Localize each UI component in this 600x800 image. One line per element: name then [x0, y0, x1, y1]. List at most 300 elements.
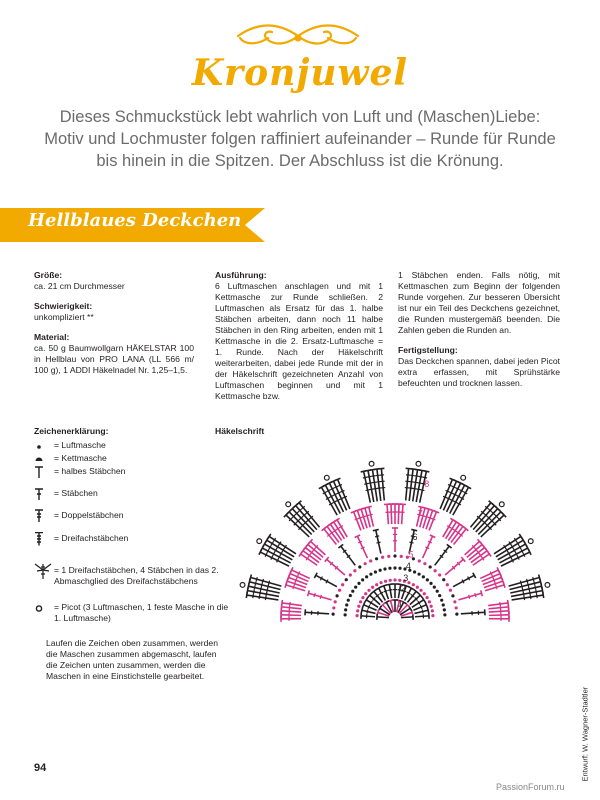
chain-dot [422, 575, 425, 578]
instructions-label: Ausführung: [215, 270, 267, 280]
round-7-fan-bar [358, 517, 362, 518]
chain-dot [455, 606, 458, 609]
chain-dot [351, 590, 354, 593]
chain-dot [381, 556, 384, 559]
round-6-stitch-bar [375, 536, 379, 537]
round-6-stitch-bar [314, 593, 315, 597]
round-7-fan [482, 574, 500, 582]
intro-text [40, 106, 560, 172]
round-7-fan [483, 577, 502, 584]
chain-dot [357, 582, 360, 585]
chain-dot [429, 565, 432, 568]
chain-dot [364, 592, 367, 595]
instructions-column [215, 270, 383, 411]
round-8-crown [406, 469, 409, 501]
cluster-icon [34, 562, 52, 580]
round-6-stitch [435, 546, 449, 565]
round-8-crown-bar [277, 559, 279, 563]
chain-dot [438, 594, 441, 597]
round-8-crown [476, 509, 498, 532]
round-8-crown-top [450, 478, 456, 480]
round-8-crown-bar [373, 488, 377, 489]
specs-column [34, 270, 194, 385]
round-8-crown-bar [423, 477, 427, 478]
round-label: 6 [412, 531, 418, 542]
round-7-fan [489, 611, 509, 612]
chain-dot [379, 569, 382, 572]
round-8-crown-bar [253, 590, 254, 594]
section-title: Hellblaues Deckchen [28, 210, 242, 231]
round-8-crown-bar [377, 488, 381, 489]
round-7-fan-bar [298, 571, 300, 575]
difficulty-label: Schwierigkeit: [34, 301, 93, 311]
round-7-fan [391, 504, 392, 524]
chain-dot [343, 613, 346, 616]
round-8-crown-bar [336, 499, 340, 501]
designer-credit [574, 652, 590, 782]
round-8-crown-bar [529, 587, 530, 591]
round-8-crown-bar [409, 482, 413, 483]
chain-dot [353, 569, 356, 572]
round-6-stitch-bar [469, 595, 470, 599]
chain-dot [361, 578, 364, 581]
round-8-crown-bar [443, 496, 447, 498]
picot [499, 502, 504, 507]
chain-dot [398, 567, 401, 570]
chain-dot [453, 600, 456, 603]
finishing-column [398, 270, 560, 398]
round-8-crown-bar [409, 488, 413, 489]
round-8-crown-bar [268, 581, 269, 585]
round-8-crown-bar [363, 477, 367, 478]
chain-dot [412, 583, 415, 586]
round-8-crown-bar [534, 581, 535, 585]
picot [257, 539, 262, 544]
instructions-continued: 1 Stäbchen enden. Falls nötig, mit Kettmaschen zum Beginn der folgenden Runde vorgehen. Zur besseren Übersicht ist nur ein Teil des Deckchens gezeichnet, die Runden mustergemäß beenden. Die Zahlen geben die Runden an. [398, 270, 560, 335]
legend-label: = 1 Dreifachstäbchen, 4 Stäbchen in das 2. Abmaschglied des Dreifachstäbchens [54, 565, 219, 586]
round-8-crown [292, 509, 314, 532]
round-6-stitch-bar [428, 541, 432, 543]
treble-icon [34, 509, 50, 523]
picot [240, 583, 245, 588]
round-8-crown-bar [265, 553, 267, 557]
chain-dot [334, 600, 337, 603]
round-6-stitch [453, 575, 474, 586]
round-7-fan-bar [490, 571, 492, 575]
round-8-crown [473, 506, 494, 530]
round-6-stitch-top [430, 535, 435, 538]
round-8-crown-top [246, 592, 247, 598]
round-7-fan [480, 570, 498, 578]
round-6-stitch-bar [475, 593, 476, 597]
chain-dot [332, 613, 335, 616]
round-2-stitch-bar [368, 605, 370, 609]
chain-dot [442, 578, 445, 581]
chain-dot [431, 614, 434, 617]
chain-dot [356, 609, 359, 612]
round-6-stitch [445, 559, 463, 575]
round-8-crown-bar [376, 482, 380, 483]
round-8-crown-bar [372, 482, 376, 483]
finishing-label: Fertigstellung: [398, 345, 458, 355]
round-8-crown-bar [256, 577, 257, 581]
round-8-crown-bar [364, 483, 368, 484]
round-2-stitch [414, 610, 428, 613]
chain-dot [388, 567, 391, 570]
chain-dot [443, 613, 446, 616]
round-7-fan [489, 615, 509, 616]
round-8-crown-bar [535, 586, 536, 590]
picot [461, 475, 466, 480]
round-2-stitch-top [362, 602, 364, 608]
round-8-crown [299, 503, 319, 528]
page-title: Kronjuwel [191, 52, 409, 94]
round-6-stitch-bar [358, 541, 362, 543]
round-8-crown [381, 469, 384, 501]
round-2-stitch-top [361, 607, 362, 613]
chain-dot [344, 608, 347, 611]
chain-dot [369, 573, 372, 576]
picot [286, 502, 291, 507]
half-double-icon [34, 465, 50, 479]
round-7-fan [402, 504, 403, 524]
round-8-crown-bar [449, 492, 453, 494]
round-2-stitch-top [425, 602, 427, 608]
round-label: 7 [417, 508, 423, 519]
round-8-crown [478, 512, 501, 535]
round-8-crown-bar [333, 494, 337, 496]
round-7-fan-bar [493, 578, 494, 582]
round-8-crown-bar [367, 476, 371, 477]
round-7-fan [281, 611, 301, 612]
round-label: 2 [400, 583, 406, 594]
finishing-text: Das Deckchen spannen, dabei jeden Picot extra erfassen, mit Sprühstärke befeuchten und trocknen lassen. [398, 356, 560, 388]
chain-dot [379, 581, 382, 584]
round-8-crown-bar [267, 588, 268, 592]
chain-dot [429, 582, 432, 585]
round-8-crown-bar [334, 486, 338, 488]
round-8-crown-bar [536, 590, 537, 594]
chain-dot [393, 578, 396, 581]
round-7-fan-bar [362, 516, 366, 517]
crochet-chart [205, 418, 560, 640]
round-8-crown-bar [255, 581, 256, 585]
round-8-crown [286, 515, 309, 537]
round-6-stitch [327, 559, 345, 575]
instructions-text: 6 Luftmaschen anschlagen und mit 1 Kettmasche zur Runde schließen. 2 Luftmaschen als Ersatz für das 1. halbe Stäbchen arbeiten, dann noch 11 halbe Stäbchen in den Ring arbeiten, enden mit 1 Kettmasche in die 2. Ersatz-Luftmasche = 1. Runde. Nach der Häkelschrift weiterarbeiten, dabei jede Runde mit der in der Häkelschrift gezeichneten Anzahl von Luftmaschen beginnen und mit 1 Kettmasche bzw. [215, 281, 383, 401]
round-6-stitch-top [355, 535, 360, 538]
round-2-stitch-bar [420, 605, 422, 609]
round-8-crown-bar [446, 490, 450, 492]
intro-line: Motiv und Lochmuster folgen raffiniert aufeinander – Runde für Runde [44, 130, 556, 148]
chain-dot [358, 565, 361, 568]
intro-line: Dieses Schmuckstück lebt wahrlich von Luft und (Maschen)Liebe: [59, 108, 541, 126]
chain-dot [369, 559, 372, 562]
round-8-crown-bar [517, 556, 519, 560]
slip-stitch-icon [34, 452, 50, 466]
round-8-crown-bar [528, 583, 529, 587]
page-number: 94 [34, 762, 47, 774]
chain-dot [359, 600, 362, 603]
chain-dot [347, 599, 350, 602]
round-8-crown-top [406, 468, 412, 469]
round-7-fan-bar [290, 602, 291, 606]
round-label: 4 [405, 561, 411, 572]
chain-dot [449, 589, 452, 592]
round-8-crown-bar [530, 591, 531, 595]
chain-dot [349, 594, 352, 597]
round-6-stitch [308, 593, 331, 600]
round-6-stitch [305, 612, 329, 614]
picot [528, 539, 533, 544]
round-7-fan-bar [297, 575, 299, 579]
chain-dot [357, 605, 360, 608]
round-2-stitch-top [427, 607, 428, 613]
round-8-crown-bar [261, 583, 262, 587]
round-8-crown-bar [520, 581, 521, 585]
chain-dot [338, 589, 341, 592]
round-2-stitch-bar [367, 609, 368, 613]
double-crochet-icon [34, 487, 50, 501]
round-8-crown-bar [537, 594, 538, 598]
round-8-crown-bar [271, 556, 273, 560]
legend-label: = Picot (3 Luftmaschen, 1 feste Masche in die 1. Luftmasche) [54, 602, 229, 623]
round-8-crown-bar [418, 483, 422, 484]
round-7-fan-bar [369, 514, 373, 515]
chain-dot [364, 562, 367, 565]
picot [369, 461, 374, 466]
round-7-fan [354, 512, 361, 531]
round-7-fan [288, 577, 307, 584]
round-2-stitch-bar [388, 590, 392, 591]
chain-dot [425, 596, 428, 599]
round-8-crown-bar [337, 492, 341, 494]
round-8-crown-bar [366, 490, 370, 491]
round-label: 3 [403, 572, 409, 583]
chain-dot [417, 573, 420, 576]
round-8-crown-bar [265, 596, 266, 600]
round-8-crown-bar [447, 498, 451, 500]
legend-label: = Stäbchen [54, 488, 98, 498]
chain-dot [389, 579, 392, 582]
chain-dot [426, 578, 429, 581]
chain-dot [430, 605, 433, 608]
round-8-crown-bar [523, 553, 525, 557]
round-8-crown-bar [530, 595, 531, 599]
intro-line: bis hinein in die Spitzen. Der Abschluss ist die Krönung. [96, 152, 504, 170]
round-6-stitch [458, 593, 481, 600]
round-7-fan-bar [293, 585, 294, 589]
round-8-crown [377, 469, 381, 501]
round-8-crown-bar [523, 592, 524, 596]
round-label: 1 [397, 598, 403, 609]
round-8-crown-top [539, 575, 541, 581]
round-1-stitch [377, 617, 389, 618]
round-6-stitch [341, 546, 355, 565]
legend-title: Zeichenerklärung: [34, 426, 109, 436]
chain-dot [423, 592, 426, 595]
chart-title: Häkelschrift [215, 426, 265, 436]
chain-dot [371, 586, 374, 589]
round-8-crown-bar [410, 475, 414, 476]
round-7-fan-bar [294, 582, 295, 586]
chain-dot [423, 562, 426, 565]
ornament-flourish-icon [228, 14, 368, 56]
round-8-crown-bar [420, 490, 424, 491]
chain-dot [332, 606, 335, 609]
material-label: Material: [34, 332, 70, 342]
legend-label: = halbes Stäbchen [54, 466, 126, 476]
round-2-stitch [362, 610, 376, 613]
round-label: 5 [408, 549, 414, 560]
legend-label: = Luftmasche [54, 440, 106, 450]
chain-dot [349, 573, 352, 576]
picot [416, 461, 421, 466]
difficulty-value: unkompliziert ** [34, 312, 94, 322]
chain-dot [341, 583, 344, 586]
round-8-crown-bar [456, 488, 460, 490]
legend-label: = Doppelstäbchen [54, 510, 124, 520]
round-8-crown-bar [260, 587, 261, 591]
round-8-crown-bar [450, 499, 454, 501]
round-8-crown-bar [266, 592, 267, 596]
round-7-fan-bar [365, 515, 369, 516]
round-8-crown-bar [341, 490, 345, 492]
chain-dot [416, 586, 419, 589]
round-8-crown-bar [453, 494, 457, 496]
round-7-fan-top [508, 600, 509, 606]
chain-dot [455, 613, 458, 616]
chain-dot [375, 583, 378, 586]
round-8-crown-bar [414, 476, 418, 477]
round-7-fan [429, 512, 436, 531]
size-label: Größe: [34, 270, 63, 280]
round-8-crown-bar [343, 496, 347, 498]
legend-note: Laufen die Zeichen oben zusammen, werden die Maschen zusammen abgemascht, laufen die Zeichen unten zusammen, werden die Maschen in eine Einstichstelle gearbeitet. [46, 638, 218, 681]
chain-dot [345, 578, 348, 581]
round-6-stitch [461, 612, 485, 614]
round-7-fan-bar [428, 517, 432, 518]
round-8-crown [289, 512, 312, 535]
picot-icon [34, 601, 50, 615]
round-8-crown-bar [371, 476, 375, 477]
round-6-stitch-top [481, 590, 483, 596]
round-8-crown-bar [254, 586, 255, 590]
chain-dot [419, 589, 422, 592]
round-8-crown-bar [260, 591, 261, 595]
chain-dot [354, 586, 357, 589]
round-7-fan-bar [500, 602, 501, 606]
legend-label: = Dreifachstäbchen [54, 533, 129, 543]
round-6-stitch [423, 536, 433, 558]
round-7-fan [387, 504, 388, 524]
chain-dot [387, 555, 390, 558]
round-6-stitch-bar [361, 547, 365, 549]
round-7-fan [281, 615, 301, 616]
round-8-crown-bar [416, 489, 420, 490]
round-8-crown-bar [262, 579, 263, 583]
picot [545, 583, 550, 588]
round-7-fan [488, 603, 508, 606]
material-value: ca. 50 g Baumwollgarn HÄKELSTAR 100 in Hellblau von PRO LANA (LL 566 m/ 100 g), 1 ADDI Häkelnadel Nr. 1,25–1,5. [34, 343, 194, 375]
round-7-fan [290, 574, 308, 582]
round-7-fan [398, 504, 399, 524]
chain-dot [393, 554, 396, 557]
round-2-stitch-bar [384, 590, 388, 591]
chain-dot [413, 570, 416, 573]
round-2-stitch-top [386, 584, 392, 585]
chain-dot [398, 579, 401, 582]
round-7-fan [282, 603, 302, 606]
chain-dot [383, 567, 386, 570]
round-label: 8 [424, 479, 430, 490]
chain-dot [361, 596, 364, 599]
round-7-fan-top [285, 582, 287, 588]
chain-dot [433, 586, 436, 589]
round-7-fan-bar [295, 578, 296, 582]
round-6-stitch-top [373, 529, 379, 530]
chain-dot [436, 590, 439, 593]
round-6-stitch-top [411, 529, 417, 530]
chain-dot [335, 594, 338, 597]
round-7-fan-bar [492, 575, 494, 579]
chain-dot [345, 603, 348, 606]
round-8-crown-bar [533, 577, 534, 581]
round-6-stitch [316, 575, 337, 586]
round-8-crown-bar [452, 486, 456, 488]
chain-dot [434, 569, 437, 572]
chain-dot [375, 557, 378, 560]
round-8-crown-bar [368, 483, 372, 484]
round-6-stitch-bar [409, 542, 413, 543]
chain-dot [393, 566, 396, 569]
round-8-crown-bar [413, 488, 417, 489]
round-8-crown [409, 469, 413, 501]
round-8-crown [296, 506, 317, 530]
round-8-crown-bar [339, 498, 343, 500]
chain-dot [367, 589, 370, 592]
chain-dot [400, 555, 403, 558]
round-2-stitch [361, 616, 375, 617]
round-6-stitch [357, 536, 367, 558]
round-7-fan-bar [424, 516, 428, 517]
chain-dot [442, 603, 445, 606]
round-7-fan-bar [496, 585, 497, 589]
round-2-stitch [384, 586, 389, 599]
round-8-crown-bar [253, 594, 254, 598]
round-7-fan-top [351, 511, 357, 513]
round-8-crown-bar [330, 488, 334, 490]
round-8-crown [470, 503, 490, 528]
round-8-crown-bar [338, 485, 342, 487]
round-7-fan-bar [355, 518, 359, 520]
triple-treble-icon [34, 532, 50, 546]
round-8-crown-bar [527, 579, 528, 583]
chain-dot [431, 609, 434, 612]
chain-dot [428, 600, 431, 603]
chain-dot [438, 573, 441, 576]
designer-credit-text: Entwurf: W. Wagner-Stadtler [580, 686, 590, 782]
chain-dot [451, 594, 454, 597]
round-8-crown-bar [369, 489, 373, 490]
round-8-crown-bar [448, 485, 452, 487]
round-7-fan [489, 607, 509, 609]
round-8-crown-bar [512, 559, 514, 563]
round-7-fan-bar [495, 582, 496, 586]
chain-dot [446, 583, 449, 586]
chain-dot [374, 570, 377, 573]
round-7-fan [282, 607, 302, 609]
